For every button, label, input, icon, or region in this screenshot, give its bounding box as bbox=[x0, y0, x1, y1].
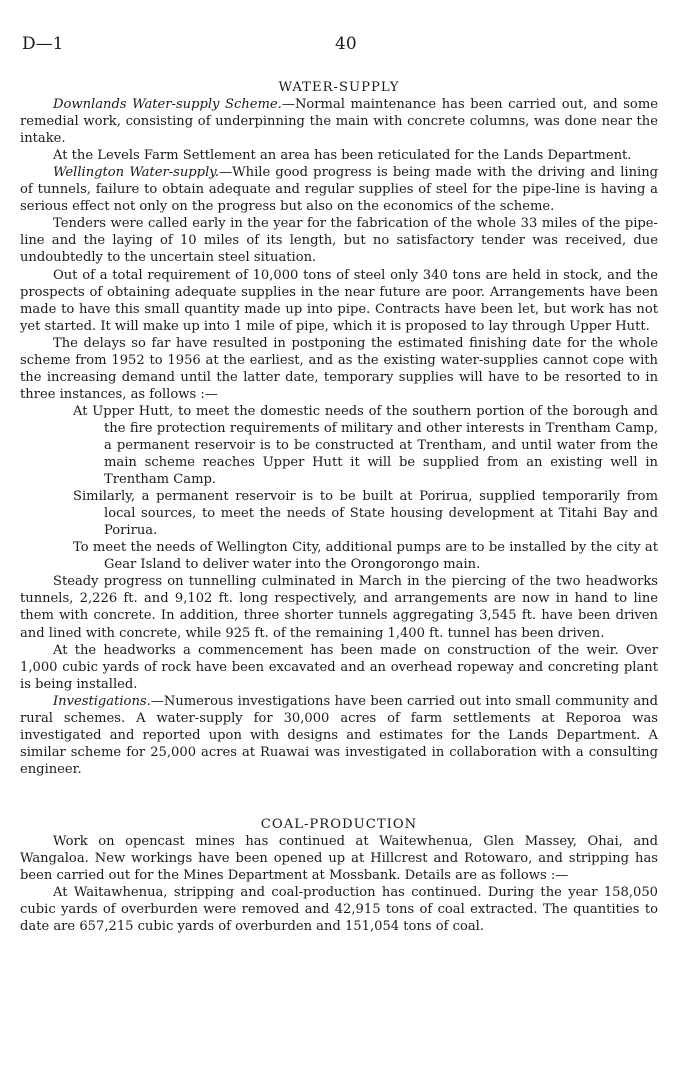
page-content bbox=[20, 79, 658, 935]
paragraph: Work on opencast mines has continued at Waitewhenua, Glen Massey, Ohai, and Wangaloa. New workings have been opened up at Hillcrest and Rotowaro, and stripping has been carried out for the Mines Department at Mossbank. Details are as follows :— bbox=[20, 833, 658, 884]
instance-item: At Upper Hutt, to meet the domestic needs of the southern portion of the borough and the fire protection requirements of military and other interests in Trentham Camp, a permanent reservoir is to be constructed at Trentham, and until water from the main scheme reaches Upper Hutt it will be supplied from an existing well in Trentham Camp. bbox=[73, 403, 658, 488]
paragraph bbox=[20, 96, 658, 147]
paragraph bbox=[20, 693, 658, 778]
paragraph-text: —Numerous investigations have been carried out into small community and rural schemes. A water-supply for 30,000 acres of farm settlements at Reporoa was investigated and reported upon with designs and estimates for the Lands Department. A similar scheme for 25,000 acres at Ruawai was investigated in collaboration with a consulting engineer. bbox=[20, 693, 658, 777]
paragraph-text: —While good progress is being made with the driving and lining of tunnels, failure to obtain adequate and regular supplies of steel for the pipe-line is having a serious effect not only on the progress but also on the economics of the scheme. bbox=[20, 165, 659, 215]
instance-item: To meet the needs of Wellington City, additional pumps are to be installed by the city at Gear Island to deliver water into the Orongorongo main. bbox=[73, 540, 658, 573]
paragraph: Steady progress on tunnelling culminated in March in the piercing of the two headworks tunnels, 2,226 ft. and 9,102 ft. long respectively, and arrangements are now in hand to line them with concrete. In addition, three shorter tunnels aggregating 3,545 ft. have been driven and lined with concrete, while 925 ft. of the remaining 1,400 ft. tunnel has been driven. bbox=[20, 574, 658, 641]
paragraph: At the Levels Farm Settlement an area has been reticulated for the Lands Department. bbox=[53, 148, 632, 164]
paragraph: The delays so far have resulted in postponing the estimated finishing date for the whole scheme from 1952 to 1956 at the earliest, and as the existing water-supplies cannot cope with the increasing demand until the latter date, temporary supplies will have to be resorted to in three instances, as follows :— bbox=[20, 335, 658, 402]
paragraph: At Waitawhenua, stripping and coal-production has continued. During the year 158,050 cubic yards of overburden were removed and 42,915 tons of coal extracted. The quantities to date are 657,215 cubic yards of overburden and 151,054 tons of coal. bbox=[20, 885, 658, 935]
document-reference: D—1 bbox=[22, 34, 64, 54]
paragraph-text: —Normal maintenance has been carried out, and some remedial work, consisting of underpinning the main with concrete columns, was done near the intake. bbox=[20, 97, 658, 147]
instance-item: Similarly, a permanent reservoir is to be built at Porirua, supplied temporarily from local sources, to meet the needs of State housing development at Titahi Bay and Porirua. bbox=[73, 489, 658, 539]
paragraph-lead: Downlands Water-supply Scheme. bbox=[53, 97, 282, 113]
paragraph-lead: Investigations. bbox=[53, 693, 151, 709]
paragraph: Tenders were called early in the year for the fabrication of the whole 33 miles of the pipe-line and the laying of 10 miles of its length, but no satisfactory tender was received, due undoubtedly to the uncertain steel situation. bbox=[20, 216, 658, 266]
paragraph-lead: Wellington Water-supply. bbox=[53, 165, 220, 181]
section-spacer bbox=[20, 778, 658, 816]
paragraph: At the headworks a commencement has been made on construction of the weir. Over 1,000 cubic yards of rock have been excavated and an overhead ropeway and concreting plant is being installed. bbox=[20, 642, 658, 692]
coal-production-heading: COAL-PRODUCTION bbox=[260, 816, 418, 832]
paragraph bbox=[20, 164, 658, 215]
page-number: 40 bbox=[335, 34, 357, 54]
paragraph: Out of a total requirement of 10,000 tons of steel only 340 tons are held in stock, and the prospects of obtaining adequate supplies in the near future are poor. Arrangements have been made to have this small quantity made up into pipe. Contracts have been let, but work has not yet started. It will make up into 1 mile of pipe, which it is proposed to lay through Upper Hutt. bbox=[20, 267, 658, 334]
water-supply-heading: WATER-SUPPLY bbox=[278, 80, 400, 95]
